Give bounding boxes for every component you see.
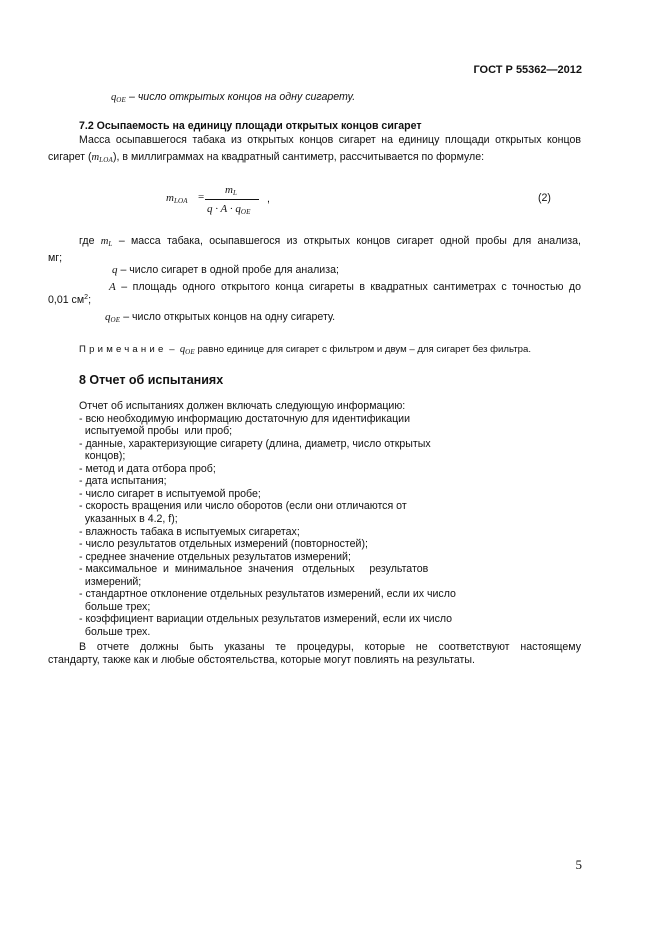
final-paragraph-line: стандарту, также как и любые обстоятельства, которые могут повлиять на результаты. xyxy=(48,654,475,666)
formula-equals: = xyxy=(198,191,205,203)
where-word: где xyxy=(79,235,95,247)
var-q: q xyxy=(112,264,118,276)
var-subscript: OE xyxy=(110,316,121,324)
formula-numerator xyxy=(225,184,237,197)
paragraph-line: Масса осыпавшегося табака из открытых концов сигарет на единицу площади открытых концов xyxy=(79,134,581,146)
fraction-bar xyxy=(205,199,259,200)
var-q: q xyxy=(179,344,186,355)
formula-num-sub: L xyxy=(232,189,238,197)
list-item: - метод и дата отбора проб; xyxy=(79,463,216,475)
list-item: - скорость вращения или число оборотов (если они отличаются от xyxy=(79,500,407,512)
formula-comma: , xyxy=(267,193,270,205)
list-item: - число сигарет в испытуемой пробе; xyxy=(79,488,261,500)
formula-lhs-var: m xyxy=(166,192,174,204)
note-dash: – xyxy=(169,344,175,355)
page-number: 5 xyxy=(575,857,582,872)
var-subscript: L xyxy=(108,240,113,248)
var-description: – число открытых концов на одну сигарету. xyxy=(123,311,336,323)
list-item: - среднее значение отдельных результатов измерений; xyxy=(79,551,351,563)
section-8-title: 8 Отчет об испытаниях xyxy=(79,373,224,387)
list-item: концов); xyxy=(79,450,126,462)
text-part: ), в миллиграммах на квадратный сантиметр, рассчитывается по формуле: xyxy=(112,151,485,163)
var-subscript: LOA xyxy=(99,156,113,164)
formula-den-sub: OE xyxy=(240,208,251,216)
var-description: – число сигарет в одной пробе для анализа; xyxy=(120,264,339,276)
var-m: m xyxy=(91,152,100,163)
var-subscript: OE xyxy=(185,348,195,356)
var-description: – масса табака, осыпавшегося из открытых концов сигарет одной пробы для анализа, xyxy=(118,235,581,247)
list-item: измерений; xyxy=(79,576,142,588)
list-item: - всю необходимую информацию достаточную для идентификации xyxy=(79,413,411,425)
where-mL-cont: мг; xyxy=(48,252,63,264)
var-q: q xyxy=(105,311,111,323)
text-part: сигарет ( xyxy=(48,151,92,163)
list-item: испытуемой пробы или проб; xyxy=(79,425,233,437)
top-variable-line xyxy=(111,91,355,104)
list-item: - влажность табака в испытуемых сигаретах; xyxy=(79,526,300,538)
var-m: m xyxy=(100,236,109,247)
unit-end: ; xyxy=(88,294,92,306)
unit-superscript: 2 xyxy=(84,294,89,301)
note-line xyxy=(79,344,531,356)
document-header: ГОСТ Р 55362—2012 xyxy=(473,64,582,76)
formula-num-var: m xyxy=(225,184,233,196)
where-A-cont xyxy=(48,294,91,306)
var-description: – площадь одного открытого конца сигареты в квадратных сантиметрах с точностью до xyxy=(121,281,581,293)
list-item: - данные, характеризующие сигарету (длина, диаметр, число открытых xyxy=(79,438,431,450)
list-item: - коэффициент вариации отдельных результатов измерений, если их число xyxy=(79,613,453,625)
list-item: указанных в 4.2, f); xyxy=(79,513,178,525)
formula-lhs-sub: LOA xyxy=(173,197,188,205)
var-subscript: OE xyxy=(116,96,127,104)
list-item: больше трех; xyxy=(79,601,151,613)
paragraph-line-with-var xyxy=(48,151,484,164)
list-item: больше трех. xyxy=(79,626,151,638)
formula-lhs xyxy=(166,192,188,205)
where-A-line xyxy=(109,281,581,293)
section-8-intro: Отчет об испытаниях должен включать следующую информацию: xyxy=(79,400,406,412)
note-text: равно единице для сигарет с фильтром и двум – для сигарет без фильтра. xyxy=(197,344,531,355)
where-qOE-line xyxy=(105,311,335,324)
list-item: - стандартное отклонение отдельных результатов измерений, если их число xyxy=(79,588,456,600)
list-item: - дата испытания; xyxy=(79,475,167,487)
formula-den-expr: q · A · q xyxy=(207,203,241,215)
var-q: q xyxy=(111,92,117,103)
list-item: - число результатов отдельных измерений (повторностей); xyxy=(79,538,368,550)
formula-denominator xyxy=(207,203,251,216)
var-A: A xyxy=(109,281,116,293)
unit-text: 0,01 см xyxy=(48,294,85,306)
final-paragraph-line: В отчете должны быть указаны те процедуры, которые не соответствуют настоящему xyxy=(79,641,581,653)
section-7-2-title: 7.2 Осыпаемость на единицу площади открытых концов сигарет xyxy=(79,120,422,132)
formula-number: (2) xyxy=(538,192,551,204)
where-mL-line xyxy=(79,235,581,248)
note-label: Примечание xyxy=(79,344,167,355)
where-q-line xyxy=(112,264,339,276)
var-description: – число открытых концов на одну сигарету. xyxy=(128,91,356,103)
list-item: - максимальное и минимальное значения отдельных результатов xyxy=(79,563,429,575)
